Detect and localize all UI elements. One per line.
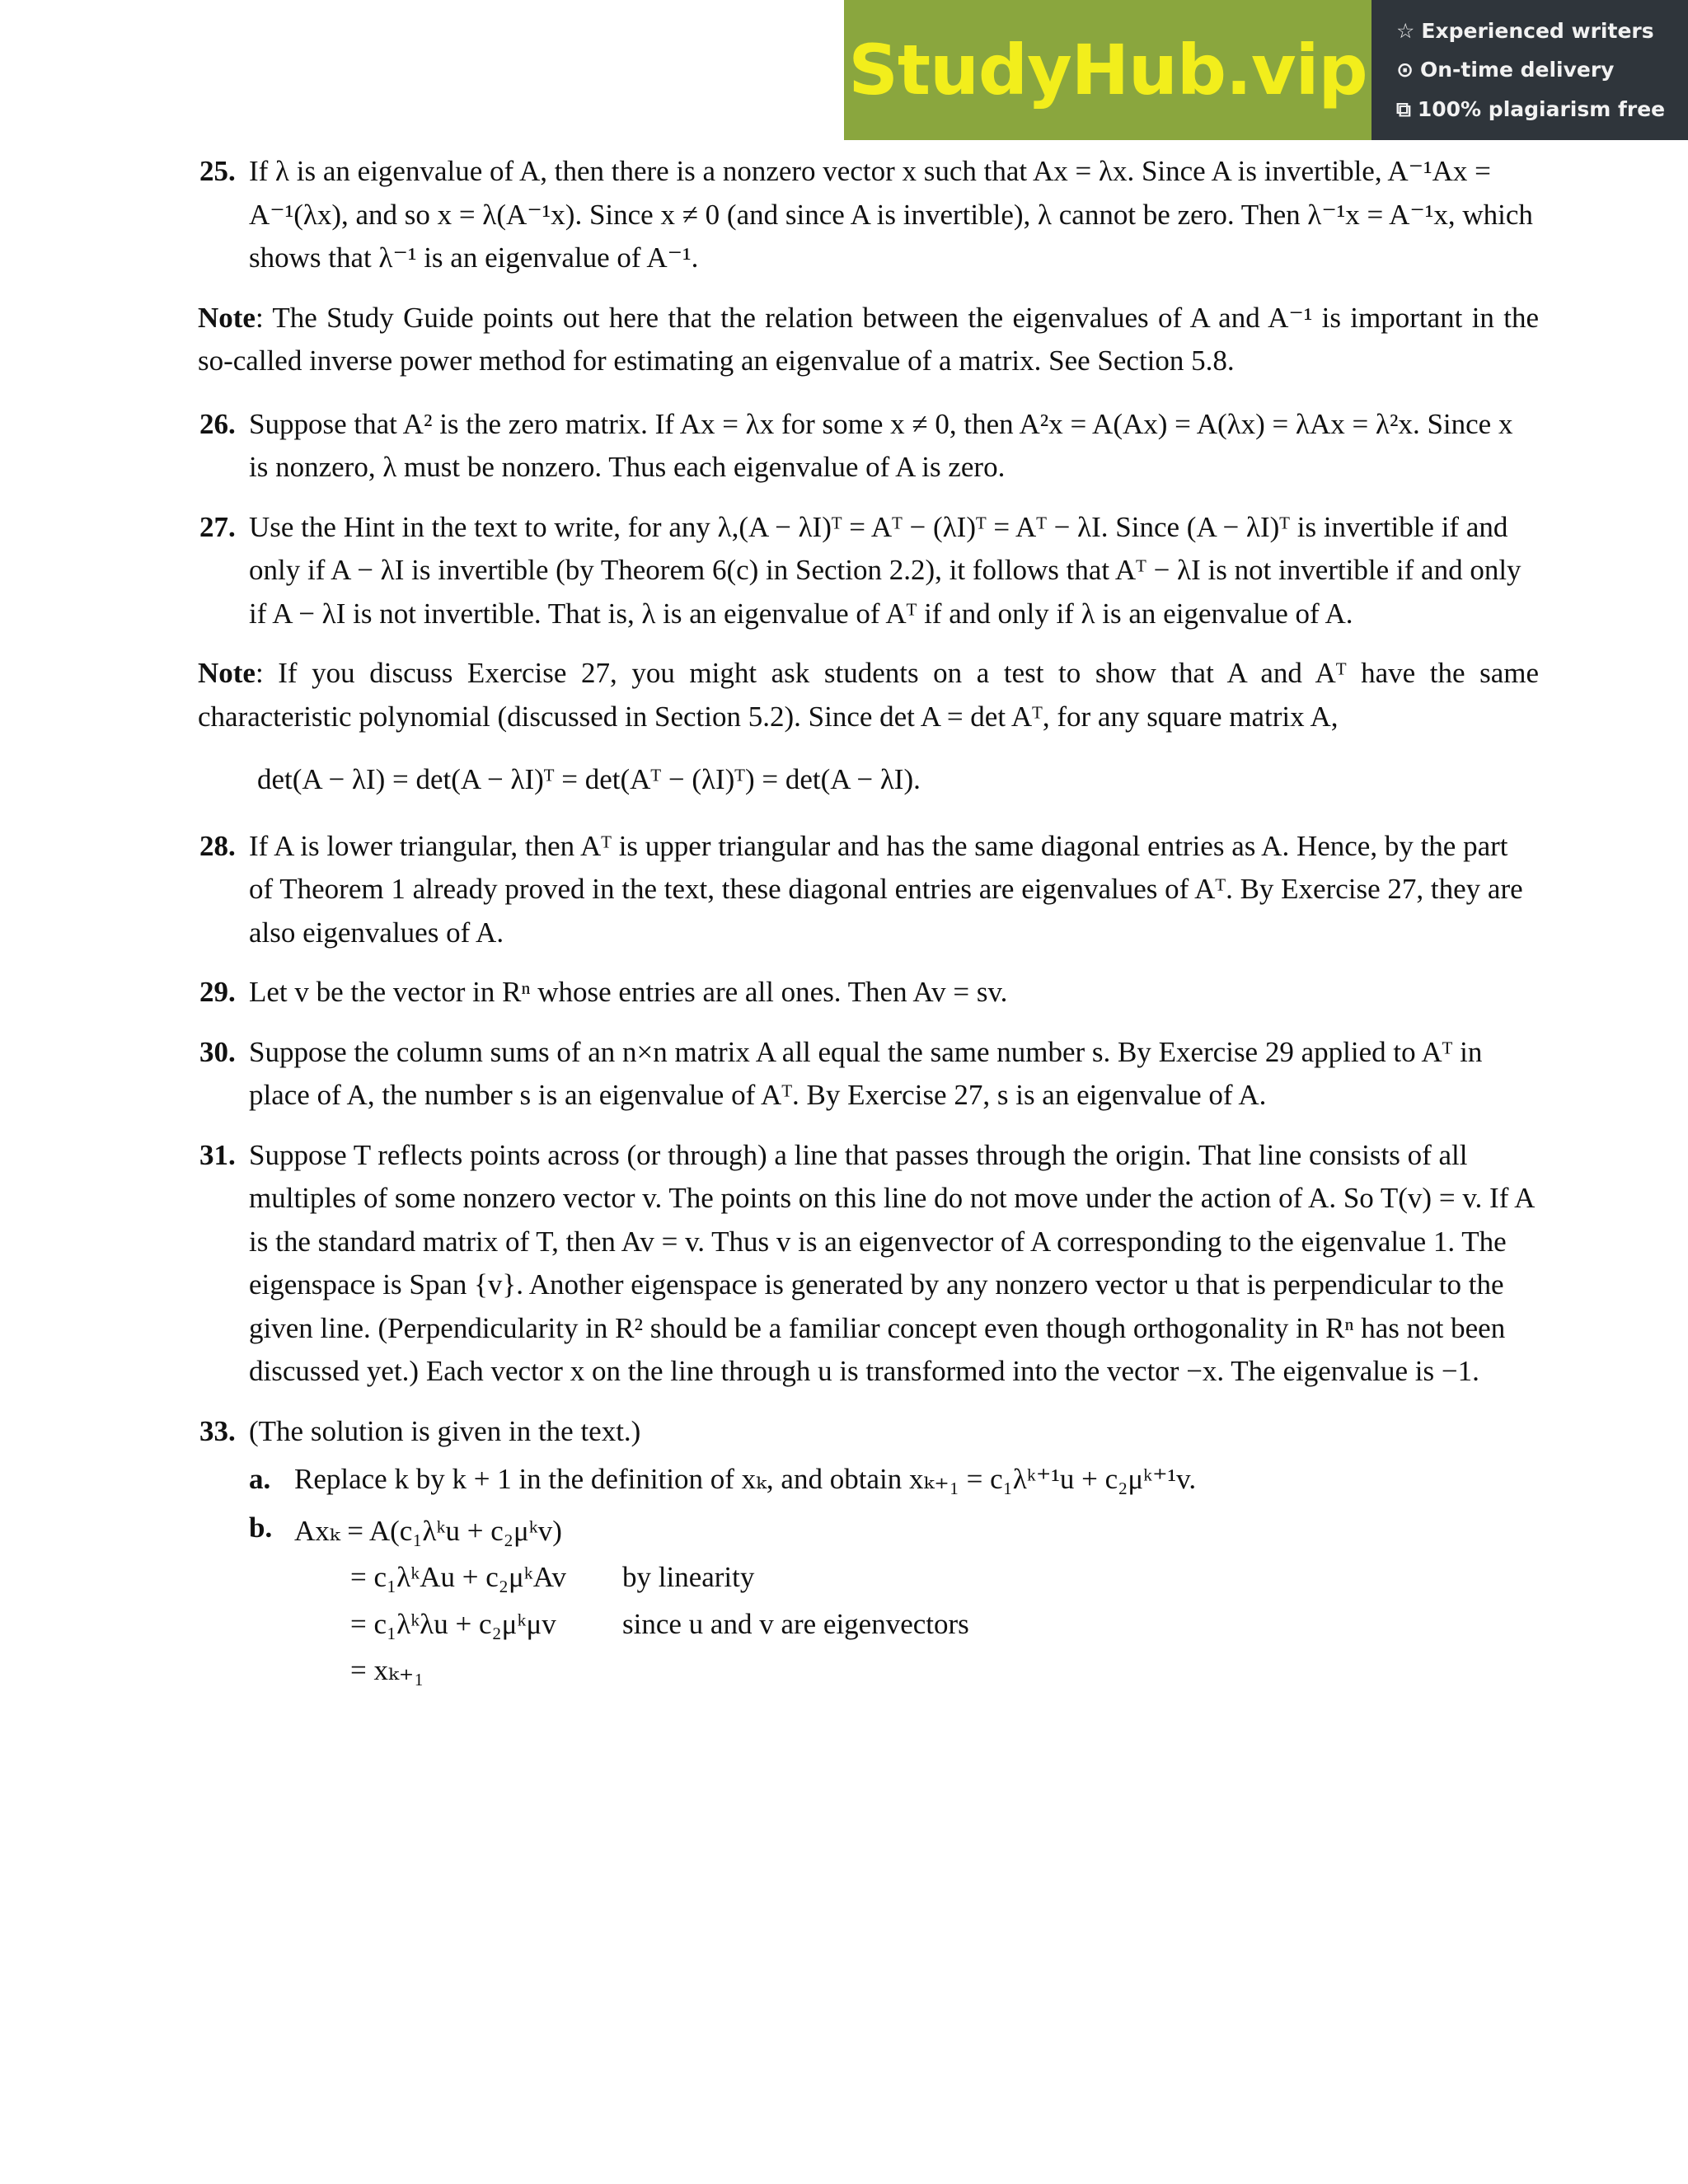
derivation-row	[294, 1510, 969, 1554]
derivation-eq: = xₖ₊₁	[350, 1654, 424, 1686]
part-label: a.	[249, 1463, 271, 1495]
exercise-number: 26.	[199, 407, 236, 440]
brand-name: StudyHub.vip	[848, 30, 1367, 110]
exercise-text: Let v be the vector in Rⁿ whose entries are all ones. Then Av = sv.	[249, 976, 1008, 1008]
part-label: b.	[249, 1511, 273, 1544]
exercise-text: Use the Hint in the text to write, for any λ,(A − λI)ᵀ = Aᵀ − (λI)ᵀ = Aᵀ − λI. Since (A − λI)ᵀ is invertible if and only if A − λI is invertible (by Theorem 6(c) in Section 2.2), it follows that Aᵀ − λI is not invertible if and only if A − λI is not invertible. That is, λ is an eigenvalue of Aᵀ if and only if λ is an eigenvalue of A.	[249, 510, 1522, 630]
clock-icon: ⊙	[1396, 58, 1414, 82]
exercise-number: 33.	[199, 1414, 236, 1447]
display-equation: det(A − λI) = det(A − λI)ᵀ = det(Aᵀ − (λI)ᵀ) = det(A − λI).	[257, 763, 921, 795]
derivation-note: since u and v are eigenvectors	[622, 1607, 969, 1640]
feature-list	[1372, 0, 1688, 140]
part-text: Replace k by k + 1 in the definition of xₖ, and obtain xₖ₊₁ = c₁λᵏ⁺¹u + c₂μᵏ⁺¹v.	[294, 1463, 1197, 1495]
star-outline-icon: ☆	[1396, 18, 1415, 43]
exercise-number: 30.	[199, 1035, 236, 1068]
exercise-text: Suppose the column sums of an n×n matrix A all equal the same number s. By Exercise 29 applied to Aᵀ in place of A, the number s is an eigenvalue of Aᵀ. By Exercise 27, s is an eigenvalue of A.	[249, 1035, 1483, 1111]
exercise-text: (The solution is given in the text.)	[249, 1414, 641, 1447]
note-label: Note	[198, 657, 256, 689]
exercise-number: 25.	[199, 155, 236, 187]
note-text: : If you discuss Exercise 27, you might ask students on a test to show that A and Aᵀ have the same characteristic polynomial (discussed in Section 5.2). Since det A = det Aᵀ, for any square matrix A,	[198, 657, 1539, 733]
part-b	[249, 1507, 1539, 1696]
part-a	[249, 1458, 1539, 1502]
feature-label: On-time delivery	[1419, 58, 1615, 82]
feature-label: Experienced writers	[1421, 18, 1654, 43]
derivation-note: by linearity	[622, 1561, 755, 1593]
studyhub-banner	[844, 0, 1688, 140]
derivation-eq: = c₁λᵏλu + c₂μᵏμv	[350, 1607, 556, 1640]
exercise-30	[199, 1031, 1539, 1118]
exercise-text: If λ is an eigenvalue of A, then there is a nonzero vector x such that Ax = λx. Since A is invertible, A⁻¹Ax = A⁻¹(λx), and so x = λ(A⁻¹x). Since x ≠ 0 (and since A is invertible), λ cannot be zero. Then λ⁻¹x = A⁻¹x, which shows that λ⁻¹ is an eigenvalue of A⁻¹.	[249, 155, 1533, 274]
exercise-26	[199, 403, 1539, 490]
feature-item	[1396, 54, 1688, 86]
copy-icon: ⧉	[1396, 96, 1411, 121]
derivation-row	[294, 1603, 969, 1647]
exercise-number: 28.	[199, 829, 236, 862]
exercise-number: 31.	[199, 1138, 236, 1171]
note-label: Note	[198, 301, 256, 334]
exercise-28	[199, 825, 1539, 955]
exercise-body	[249, 1410, 1539, 1701]
exercise-25	[199, 150, 1539, 280]
feature-item	[1396, 94, 1688, 125]
exercise-31	[199, 1134, 1539, 1394]
exercise-text: Suppose that A² is the zero matrix. If Ax = λx for some x ≠ 0, then A²x = A(Ax) = A(λx) = λAx = λ²x. Since x is nonzero, λ must be nonzero. Thus each eigenvalue of A is zero.	[249, 407, 1513, 483]
exercise-text: Suppose T reflects points across (or through) a line that passes through the origin. That line consists of all multiples of some nonzero vector v. The points on this line do not move under the action of A. So T(v) = v. If A is the standard matrix of T, then Av = v. Thus v is an eigenvector of A corresponding to the eigenvalue 1. The eigenspace is Span {v}. Another eigenspace is generated by any nonzero vector u that is perpendicular to the given line. (Perpendicularity in R² should be a familiar concept even though orthogonality in Rⁿ has not been discussed yet.) Each vector x on the line through u is transformed into the vector −x. The eigenvalue is −1.	[249, 1138, 1534, 1387]
exercise-33	[199, 1410, 1539, 1701]
note-paragraph	[198, 297, 1539, 383]
note-text: : The Study Guide points out here that the relation between the eigenvalues of A and A⁻¹ is important in the so-called inverse power method for estimating an eigenvalue of a matrix. See Section 5.8.	[198, 301, 1539, 377]
brand-logo	[844, 0, 1372, 140]
document-content	[199, 150, 1539, 1718]
feature-label: 100% plagiarism free	[1417, 96, 1666, 121]
derivation-row	[294, 1649, 969, 1693]
exercise-29	[199, 971, 1539, 1015]
derivation-eq: Axₖ = A(c₁λᵏu + c₂μᵏv)	[294, 1514, 562, 1547]
derivation-row	[294, 1556, 969, 1600]
derivation	[294, 1507, 969, 1696]
exercise-27	[199, 506, 1539, 636]
exercise-text: If A is lower triangular, then Aᵀ is upper triangular and has the same diagonal entries as A. Hence, by the part of Theorem 1 already proved in the text, these diagonal entries are eigenvalues of Aᵀ. By Exercise 27, they are also eigenvalues of A.	[249, 829, 1523, 949]
exercise-number: 27.	[199, 510, 236, 543]
note-paragraph	[198, 652, 1539, 738]
exercise-number: 29.	[199, 976, 236, 1008]
feature-item	[1396, 16, 1688, 47]
derivation-eq: = c₁λᵏAu + c₂μᵏAv	[350, 1561, 566, 1593]
